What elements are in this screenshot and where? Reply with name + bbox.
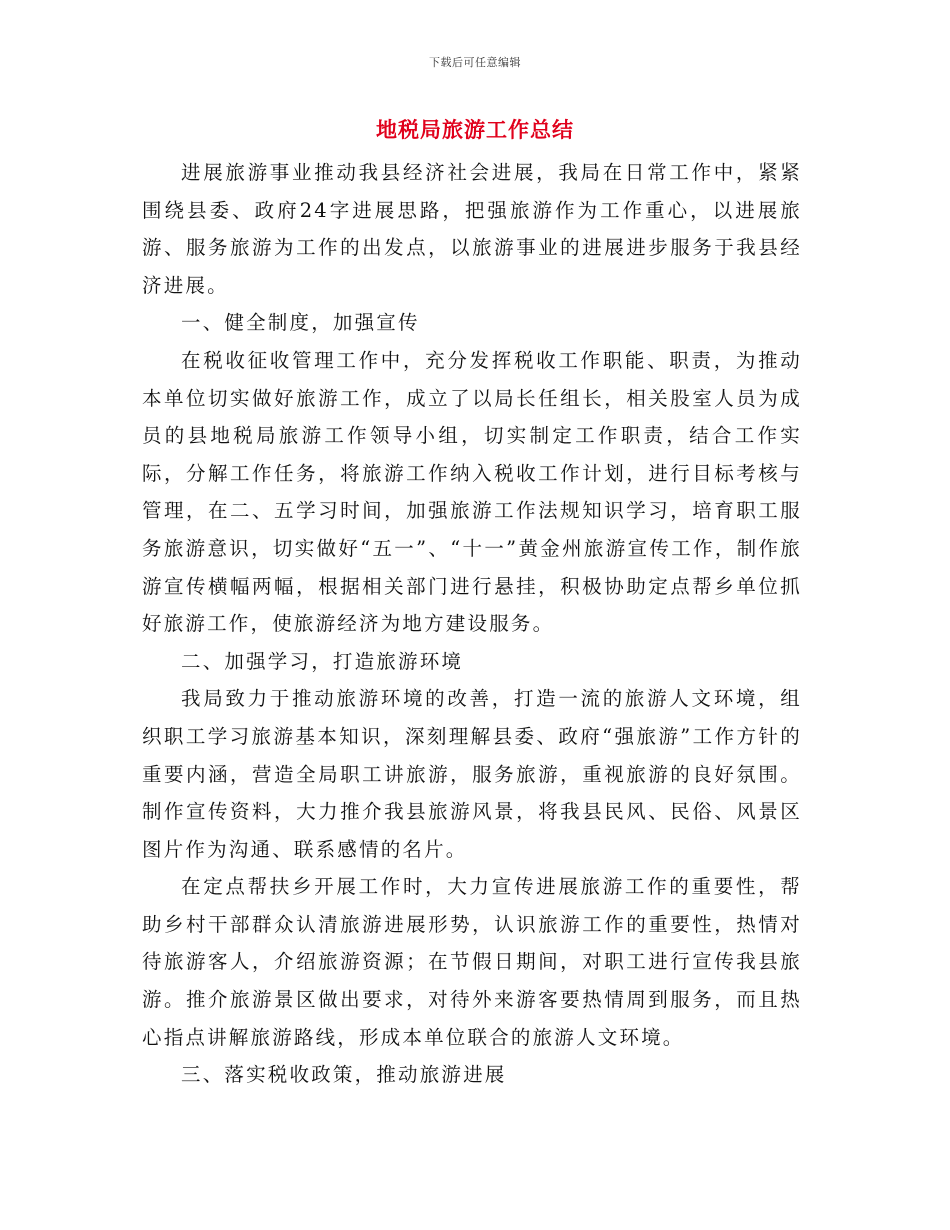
document-title: 地税局旅游工作总结	[376, 117, 574, 142]
document-body	[142, 154, 802, 1094]
section-heading-1: 一、健全制度，加强宣传	[181, 311, 420, 335]
body-paragraph: 在税收征收管理工作中，充分发挥税收工作职能、职责，为推动本单位切实做好旅游工作，成立了以局长任组长，相关股室人员为成员的县地税局旅游工作领导小组，切实制定工作职责，结合工作实际，分解工作任务，将旅游工作纳入税收工作计划，进行目标考核与管理，在二、五学习时间，加强旅游工作法规知识学习，培育职工服务旅游意识，切实做好“五一”、“十一”黄金州旅游宣传工作，制作旅游宣传横幅两幅，根据相关部门进行悬挂，积极协助定点帮乡单位抓好旅游工作，使旅游经济为地方建设服务。	[142, 348, 802, 636]
body-paragraph: 在定点帮扶乡开展工作时，大力宣传进展旅游工作的重要性，帮助乡村干部群众认清旅游进展形势，认识旅游工作的重要性，热情对待旅游客人，介绍旅游资源；在节假日期间，对职工进行宣传我县旅游。推介旅游景区做出要求，对待外来游客要热情周到服务，而且热心指点讲解旅游路线，形成本单位联合的旅游人文环境。	[142, 875, 802, 1049]
header-note: 下载后可任意编辑	[429, 56, 521, 69]
intro-paragraph: 进展旅游事业推动我县经济社会进展，我局在日常工作中，紧紧围绕县委、政府24字进展思路，把强旅游作为工作重心，以进展旅游、服务旅游为工作的出发点，以旅游事业的进展进步服务于我县经济进展。	[142, 161, 802, 297]
section-heading-3: 三、落实税收政策，推动旅游进展	[181, 1063, 507, 1087]
section-heading-2: 二、加强学习，打造旅游环境	[181, 649, 464, 673]
body-paragraph: 我局致力于推动旅游环境的改善，打造一流的旅游人文环境，组织职工学习旅游基本知识，深刻理解县委、政府“强旅游”工作方针的重要内涵，营造全局职工讲旅游，服务旅游，重视旅游的良好氛围。制作宣传资料，大力推介我县旅游风景，将我县民风、民俗、风景区图片作为沟通、联系感情的名片。	[142, 687, 802, 861]
